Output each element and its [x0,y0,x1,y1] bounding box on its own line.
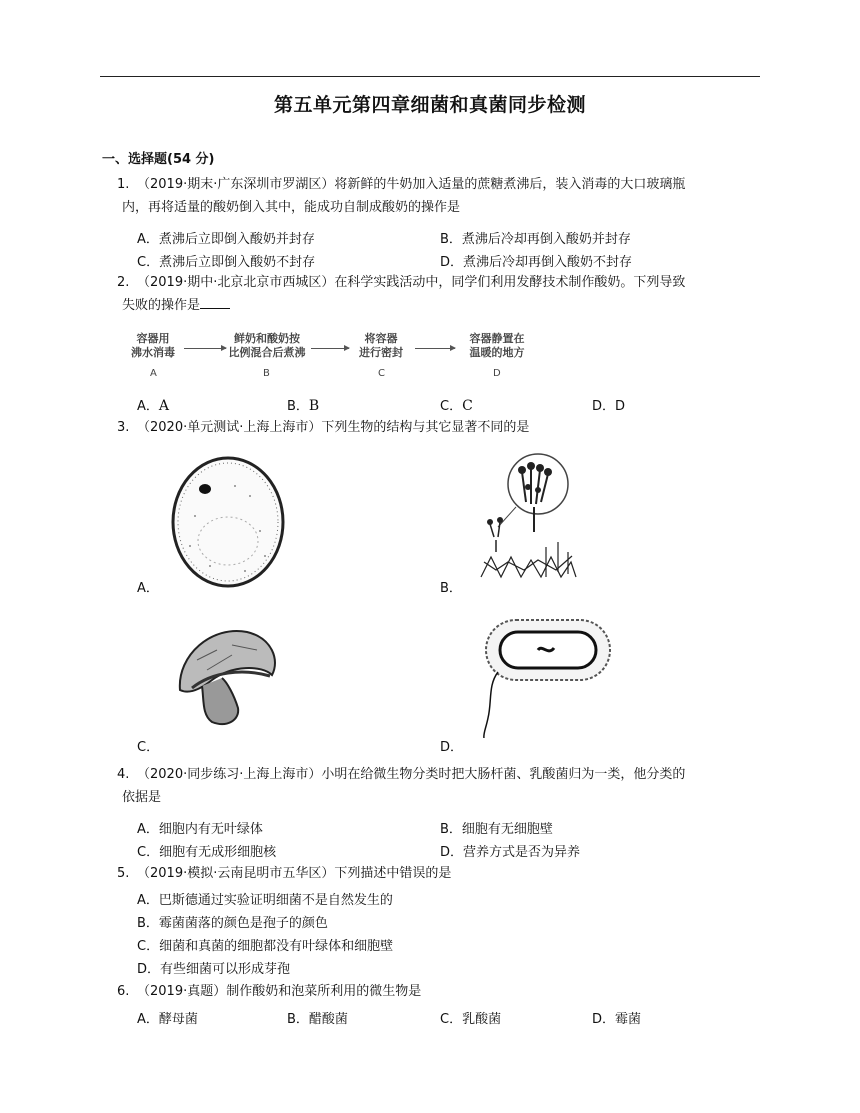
question-number: 6. [117,984,130,999]
option-a[interactable]: A． [137,581,159,596]
flow-step-a [127,332,179,360]
option-letter: C． [440,399,463,414]
option-letter: B． [287,399,309,414]
flow-step-label: A [150,368,157,379]
option-a[interactable]: A．巴斯德通过实验证明细菌不是自然发生的 [137,893,393,908]
question-6 [117,980,762,1003]
flow-arrow-icon [184,348,226,349]
question-text: （2020·单元测试·上海上海市）下列生物的结构与其它显著不同的是 [137,420,530,435]
question-1 [117,173,762,219]
option-c[interactable]: C．细菌和真菌的细胞都没有叶绿体和细胞壁 [137,939,394,954]
question-text: （2020·同步练习·上海上海市）小明在给微生物分类时把大肠杆菌、乳酸菌归为一类，他分类的 [137,767,686,782]
mushroom-icon [172,620,282,730]
question-text: （2019·真题）制作酸奶和泡菜所利用的微生物是 [137,984,422,999]
page-title: 第五单元第四章细菌和真菌同步检测 [273,94,586,116]
question-2 [117,271,762,317]
question-number: 5. [117,866,130,881]
option-c[interactable] [440,395,473,414]
option-d[interactable]: D．有些细菌可以形成芽孢 [137,962,291,977]
option-d[interactable]: D．霉菌 [592,1012,642,1027]
question-text-cont: 内，再将适量的酸奶倒入其中，能成功自制成酸奶的操作是 [122,200,461,215]
option-a[interactable]: A．细胞内有无叶绿体 [137,822,263,837]
option-d[interactable]: D．煮沸后冷却再倒入酸奶不封存 [440,255,633,270]
option-letter: D． [592,399,616,414]
question-5 [117,862,762,885]
option-b[interactable]: B．细胞有无细胞壁 [440,822,553,837]
option-b[interactable]: B．煮沸后冷却再倒入酸奶并封存 [440,232,631,247]
flow-step-text: 进行密封 [359,346,403,359]
question-number: 3. [117,420,130,435]
flow-step-b [227,332,307,360]
question-number: 2. [117,275,130,290]
question-text: （2019·模拟·云南昆明市五华区）下列描述中错误的是 [137,866,452,881]
flow-step-text: 容器用 [136,332,170,345]
bacterium-icon [478,610,618,738]
flow-step-text: 温暖的地方 [469,346,525,359]
answer-blank[interactable] [200,296,230,309]
option-b[interactable]: B．醋酸菌 [287,1012,348,1027]
flow-step-label: B [263,368,270,379]
option-d[interactable]: D．营养方式是否为异养 [440,845,581,860]
option-value: C [462,398,473,414]
flow-arrow-icon [311,348,349,349]
option-value: B [308,398,320,414]
section-heading: 一、选择题(54 分) [102,152,215,167]
yeast-cell-icon [165,456,300,596]
question-text: （2019·期中·北京北京市西城区）在科学实践活动中，同学们利用发酵技术制作酸奶。下列导致 [137,275,686,290]
question-text-cont: 依据是 [122,790,162,805]
option-a[interactable]: A．酵母菌 [137,1012,198,1027]
question-number: 1. [117,177,130,192]
flow-step-text: 将容器 [364,332,398,345]
option-c[interactable]: C． [137,740,160,755]
question-number: 4. [117,767,130,782]
mold-sporangia-icon [476,452,586,587]
option-a[interactable]: A．煮沸后立即倒入酸奶并封存 [137,232,315,247]
flow-step-text: 鲜奶和酸奶按 [234,332,300,345]
option-d[interactable]: D． [440,740,464,755]
header-rule [100,76,760,77]
option-value: A [158,398,170,414]
flow-step-text: 容器静置在 [469,332,525,345]
option-b[interactable]: B． [440,581,462,596]
flow-step-label: D [493,368,501,379]
flow-step-text: 比例混合后煮沸 [228,346,306,359]
flow-step-label: C [378,368,385,379]
question-3 [117,416,762,439]
question-4 [117,763,762,809]
question-text: （2019·期末·广东深圳市罗湖区）将新鲜的牛奶加入适量的蔗糖煮沸后，装入消毒的大口玻璃瓶 [137,177,686,192]
option-c[interactable]: C．细胞有无成形细胞核 [137,845,277,860]
flow-step-c [351,332,411,360]
option-value: D [615,399,626,414]
process-flowchart [127,330,547,382]
flow-arrow-icon [415,348,455,349]
option-a[interactable] [137,395,169,414]
option-b[interactable] [287,395,319,414]
question-text-cont: 失败的操作是 [122,298,201,313]
option-b[interactable]: B．霉菌菌落的颜色是孢子的颜色 [137,916,328,931]
option-c[interactable]: C．乳酸菌 [440,1012,502,1027]
flow-step-text: 沸水消毒 [131,346,175,359]
option-d[interactable] [592,395,625,414]
option-c[interactable]: C．煮沸后立即倒入酸奶不封存 [137,255,316,270]
option-letter: A． [137,399,159,414]
flow-step-d [457,332,537,360]
